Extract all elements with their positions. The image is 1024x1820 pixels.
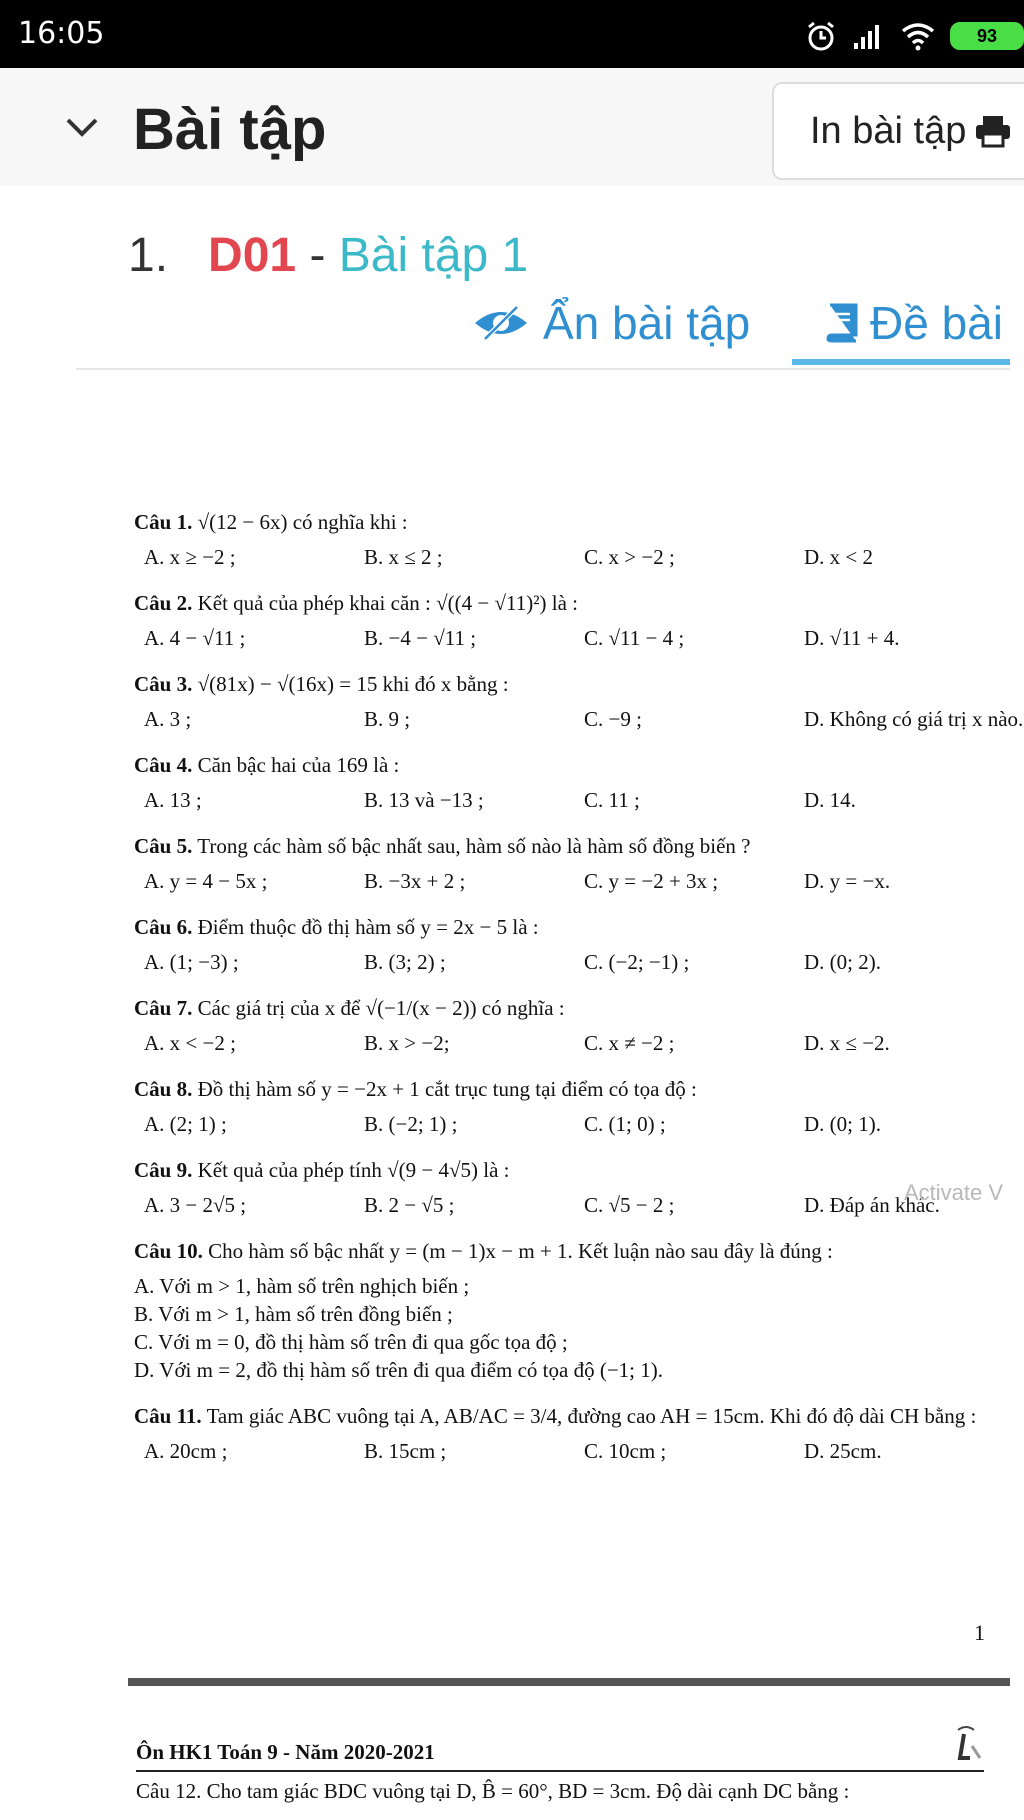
question-5-option-a: A. y = 4 − 5x ; — [144, 869, 268, 893]
question-2-option-a: A. 4 − √11 ; — [144, 626, 246, 650]
question-4-option-d: D. 14. — [804, 788, 856, 812]
question-10-line-b: B. Với m > 1, hàm số trên đồng biến ; — [134, 1302, 453, 1326]
question-5-options — [134, 867, 1000, 895]
question-5-text: Trong các hàm số bậc nhất sau, hàm số nào là hàm số đồng biến ? — [197, 834, 751, 858]
question-10-line-a: A. Với m > 1, hàm số trên nghịch biến ; — [134, 1274, 470, 1298]
question-10 — [134, 1237, 1000, 1384]
status-time: 16:05 — [18, 16, 105, 51]
question-8-option-c: C. (1; 0) ; — [584, 1112, 666, 1136]
question-5-stem — [134, 832, 1000, 861]
question-11-option-c: C. 10cm ; — [584, 1439, 667, 1463]
question-1 — [134, 508, 1000, 571]
question-1-option-a: A. x ≥ −2 ; — [144, 545, 236, 569]
question-11-option-b: B. 15cm ; — [364, 1439, 447, 1463]
question-11-text: Tam giác ABC vuông tại A, AB/AC = 3/4, đường cao AH = 15cm. Khi đó độ dài CH bằng : — [206, 1404, 977, 1428]
question-6-option-b: B. (3; 2) ; — [364, 950, 446, 974]
question-12-stem: Câu 12. Cho tam giác BDC vuông tại D, B̂ = 60°, BD = 3cm. Độ dài cạnh DC bằng : — [136, 1779, 850, 1803]
question-7-label: Câu 7. — [134, 996, 193, 1020]
question-8-text: Đồ thị hàm số y = −2x + 1 cắt trục tung tại điểm có tọa độ : — [197, 1077, 697, 1101]
exercise-code: D01 — [208, 229, 297, 282]
question-6-label: Câu 6. — [134, 915, 193, 939]
exercise-separator: - — [309, 229, 326, 282]
question-10-line-c: C. Với m = 0, đồ thị hàm số trên đi qua gốc tọa độ ; — [134, 1330, 568, 1354]
document-header-title: Ôn HK1 Toán 9 - Năm 2020-2021 — [136, 1740, 435, 1764]
battery-icon — [950, 22, 1024, 50]
question-3-label: Câu 3. — [134, 672, 193, 696]
question-4-text: Căn bậc hai của 169 là : — [197, 753, 400, 777]
question-3-stem — [134, 670, 1000, 699]
tab-exam[interactable] — [824, 296, 1003, 350]
page-divider — [128, 1678, 1010, 1686]
status-icons — [804, 16, 1024, 56]
eye-slash-icon — [471, 305, 531, 341]
question-list — [134, 508, 1024, 1219]
exercise-name: Bài tập 1 — [338, 229, 529, 282]
question-9-option-c: C. √5 − 2 ; — [584, 1193, 675, 1217]
status-bar — [0, 0, 1024, 68]
question-6-option-c: C. (−2; −1) ; — [584, 950, 690, 974]
question-4-stem — [134, 751, 1000, 780]
question-3-option-a: A. 3 ; — [144, 707, 192, 731]
question-8-option-a: A. (2; 1) ; — [144, 1112, 227, 1136]
battery-level: 93 — [976, 25, 998, 46]
question-9 — [134, 1156, 1000, 1219]
question-2-option-c: C. √11 − 4 ; — [584, 626, 685, 650]
question-11-options — [134, 1437, 1000, 1465]
question-5-option-c: C. y = −2 + 3x ; — [584, 869, 719, 893]
question-5 — [134, 832, 1000, 895]
question-11-stem — [134, 1402, 1000, 1431]
printer-icon — [974, 114, 1012, 148]
print-exercise-button[interactable] — [772, 82, 1024, 180]
question-3-options — [134, 705, 1024, 733]
question-9-label: Câu 9. — [134, 1158, 193, 1182]
question-5-label: Câu 5. — [134, 834, 193, 858]
question-6-option-d: D. (0; 2). — [804, 950, 881, 974]
question-5-option-d: D. y = −x. — [804, 869, 891, 893]
question-9-options — [134, 1191, 1000, 1219]
question-9-option-d: D. Đáp án khác. — [804, 1193, 940, 1217]
document-header-rule — [136, 1770, 984, 1772]
question-7-options — [134, 1029, 1000, 1057]
question-3-text: √(81x) − √(16x) = 15 khi đó x bằng : — [197, 672, 509, 696]
question-1-option-b: B. x ≤ 2 ; — [364, 545, 443, 569]
question-2-options — [134, 624, 1000, 652]
question-1-text: √(12 − 6x) có nghĩa khi : — [197, 510, 408, 534]
page-number: 1 — [974, 1620, 985, 1645]
question-1-option-d: D. x < 2 — [804, 545, 874, 569]
question-2-option-b: B. −4 − √11 ; — [364, 626, 477, 650]
question-9-option-b: B. 2 − √5 ; — [364, 1193, 455, 1217]
question-8-stem — [134, 1075, 1000, 1104]
question-7-option-b: B. x > −2; — [364, 1031, 450, 1055]
question-11 — [134, 1402, 1000, 1465]
print-button-label: In bài tập — [810, 109, 967, 152]
chevron-down-icon[interactable] — [62, 106, 102, 146]
question-3 — [134, 670, 1024, 733]
wifi-icon — [900, 21, 936, 51]
question-4-option-c: C. 11 ; — [584, 788, 640, 812]
question-7-option-c: C. x ≠ −2 ; — [584, 1031, 675, 1055]
question-9-stem — [134, 1156, 1000, 1185]
question-8 — [134, 1075, 1000, 1138]
app-header — [0, 68, 1024, 186]
question-4-options — [134, 786, 1000, 814]
question-10-label: Câu 10. — [134, 1239, 203, 1263]
question-2-option-d: D. √11 + 4. — [804, 626, 900, 650]
alarm-icon — [804, 19, 838, 53]
question-4 — [134, 751, 1000, 814]
question-7-text: Các giá trị của x để √(−1/(x − 2)) có nghĩa : — [197, 996, 565, 1020]
question-1-stem — [134, 508, 1000, 537]
question-11-option-d: D. 25cm. — [804, 1439, 882, 1463]
question-3-option-d: D. Không có giá trị x nào. — [804, 707, 1024, 731]
activate-watermark: Activate V — [904, 1180, 1004, 1205]
question-9-option-a: A. 3 − 2√5 ; — [144, 1193, 247, 1217]
page-title: Bài tập — [133, 97, 327, 162]
question-9-text: Kết quả của phép tính √(9 − 4√5) là : — [197, 1158, 510, 1182]
question-8-options — [134, 1110, 1000, 1138]
question-7-stem — [134, 994, 1000, 1023]
question-7 — [134, 994, 1000, 1057]
question-4-option-b: B. 13 và −13 ; — [364, 788, 484, 812]
school-logo-icon — [948, 1724, 984, 1764]
exercise-number: 1. — [128, 229, 169, 282]
question-4-label: Câu 4. — [134, 753, 193, 777]
question-6-option-a: A. (1; −3) ; — [144, 950, 239, 974]
tab-exam-label: Đề bài — [870, 297, 1003, 349]
question-7-option-d: D. x ≤ −2. — [804, 1031, 890, 1055]
question-2-text: Kết quả của phép khai căn : √((4 − √11)²) là : — [197, 591, 578, 615]
question-6-stem — [134, 913, 1000, 942]
exercise-title — [128, 228, 528, 283]
question-8-option-b: B. (−2; 1) ; — [364, 1112, 458, 1136]
question-10-text: Cho hàm số bậc nhất y = (m − 1)x − m + 1. Kết luận nào sau đây là đúng : — [208, 1239, 833, 1263]
tab-hide-label: Ẩn bài tập — [543, 297, 751, 349]
question-8-option-d: D. (0; 1). — [804, 1112, 881, 1136]
question-2 — [134, 589, 1000, 652]
question-11-option-a: A. 20cm ; — [144, 1439, 228, 1463]
question-4-option-a: A. 13 ; — [144, 788, 202, 812]
book-icon — [824, 303, 858, 343]
tab-hide-exercise[interactable] — [471, 296, 750, 350]
question-7-option-a: A. x < −2 ; — [144, 1031, 236, 1055]
question-5-option-b: B. −3x + 2 ; — [364, 869, 466, 893]
question-1-options — [134, 543, 1000, 571]
question-1-option-c: C. x > −2 ; — [584, 545, 675, 569]
exercise-tabs — [76, 290, 1010, 370]
question-10-stem — [134, 1237, 1000, 1266]
exercise-document — [134, 508, 1024, 1483]
signal-icon — [852, 21, 886, 51]
question-8-label: Câu 8. — [134, 1077, 193, 1101]
question-6-options — [134, 948, 1000, 976]
active-tab-indicator — [792, 359, 1010, 365]
question-10-line-d: D. Với m = 2, đồ thị hàm số trên đi qua điểm có tọa độ (−1; 1). — [134, 1358, 663, 1382]
question-2-stem — [134, 589, 1000, 618]
question-6 — [134, 913, 1000, 976]
question-3-option-c: C. −9 ; — [584, 707, 642, 731]
question-3-option-b: B. 9 ; — [364, 707, 411, 731]
question-6-text: Điểm thuộc đồ thị hàm số y = 2x − 5 là : — [197, 915, 539, 939]
question-2-label: Câu 2. — [134, 591, 193, 615]
question-1-label: Câu 1. — [134, 510, 193, 534]
question-11-label: Câu 11. — [134, 1404, 202, 1428]
